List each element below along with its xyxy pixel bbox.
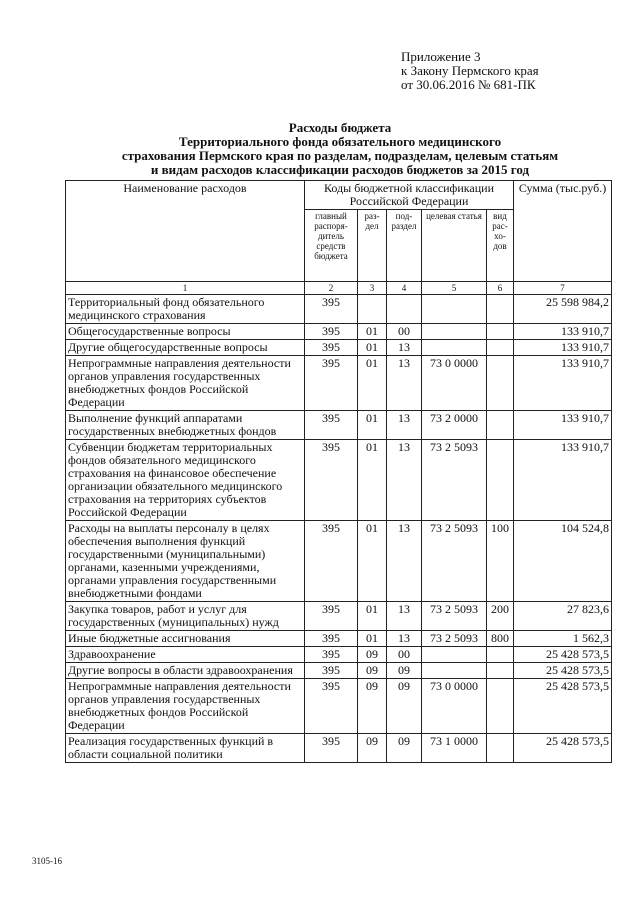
row-admin: 395 — [305, 663, 358, 679]
col-number: 3 — [358, 282, 387, 295]
table-row — [66, 411, 612, 440]
title-line-2: Территориального фонда обязательного медицинского — [178, 134, 502, 149]
row-section: 01 — [358, 411, 387, 440]
row-subsection: 13 — [387, 521, 422, 602]
row-kind — [487, 663, 514, 679]
row-kind — [487, 411, 514, 440]
header-row — [66, 181, 612, 210]
row-target: 73 1 0000 — [422, 734, 487, 763]
header-sum: Сумма (тыс.руб.) — [514, 181, 612, 282]
document-title — [70, 121, 610, 177]
row-name: Территориальный фонд обязательного медицинского страхования — [66, 295, 305, 324]
header-admin: главный распоря- дитель средств бюджета — [305, 210, 358, 282]
header-subsection: под- раздел — [387, 210, 422, 282]
title-line-1: Расходы бюджета — [288, 120, 392, 135]
row-sum: 104 524,8 — [514, 521, 612, 602]
row-admin: 395 — [305, 356, 358, 411]
row-sum: 1 562,3 — [514, 631, 612, 647]
row-kind — [487, 295, 514, 324]
table-row — [66, 679, 612, 734]
row-name: Реализация государственных функций в области социальной политики — [66, 734, 305, 763]
row-section — [358, 295, 387, 324]
header-kind: вид рас- хо- дов — [487, 210, 514, 282]
row-admin: 395 — [305, 411, 358, 440]
appendix-note — [401, 50, 539, 92]
col-number: 1 — [66, 282, 305, 295]
row-sum: 25 428 573,5 — [514, 663, 612, 679]
row-admin: 395 — [305, 340, 358, 356]
header-name: Наименование расходов — [66, 181, 305, 282]
row-admin: 395 — [305, 324, 358, 340]
row-section: 01 — [358, 602, 387, 631]
row-section: 09 — [358, 663, 387, 679]
row-subsection: 09 — [387, 734, 422, 763]
row-target: 73 2 5093 — [422, 631, 487, 647]
header-codes: Коды бюджетной классификации Российской Федерации — [305, 181, 514, 210]
row-sum: 133 910,7 — [514, 440, 612, 521]
row-kind — [487, 340, 514, 356]
document-code: 3105-16 — [32, 856, 62, 866]
row-subsection: 13 — [387, 631, 422, 647]
row-name: Другие общегосударственные вопросы — [66, 340, 305, 356]
row-section: 01 — [358, 631, 387, 647]
column-numbers-row — [66, 282, 612, 295]
row-name: Здравоохранение — [66, 647, 305, 663]
row-target — [422, 663, 487, 679]
budget-table — [65, 180, 612, 763]
row-name: Другие вопросы в области здравоохранения — [66, 663, 305, 679]
row-section: 09 — [358, 647, 387, 663]
row-name: Непрограммные направления деятельности органов управления государственных внебюджетных фондов Российской Федерации — [66, 356, 305, 411]
row-subsection: 13 — [387, 440, 422, 521]
row-name: Субвенции бюджетам территориальных фондов обязательного медицинского страхования на финансовое обеспечение организации обязательного медицинского страхования на территориях субъектов Российской Федерации — [66, 440, 305, 521]
table-row — [66, 602, 612, 631]
row-name: Непрограммные направления деятельности органов управления государственных внебюджетных фондов Российской Федерации — [66, 679, 305, 734]
appendix-date: от 30.06.2016 № 681-ПК — [401, 77, 536, 92]
row-sum: 25 598 984,2 — [514, 295, 612, 324]
row-kind — [487, 647, 514, 663]
table-row — [66, 356, 612, 411]
row-admin: 395 — [305, 295, 358, 324]
row-section: 01 — [358, 356, 387, 411]
row-sum: 133 910,7 — [514, 356, 612, 411]
table-row — [66, 521, 612, 602]
row-admin: 395 — [305, 679, 358, 734]
col-number: 7 — [514, 282, 612, 295]
row-name: Общегосударственные вопросы — [66, 324, 305, 340]
row-subsection — [387, 295, 422, 324]
table-row — [66, 440, 612, 521]
row-sum: 25 428 573,5 — [514, 734, 612, 763]
row-kind — [487, 324, 514, 340]
row-target: 73 2 5093 — [422, 602, 487, 631]
row-section: 01 — [358, 521, 387, 602]
row-sum: 25 428 573,5 — [514, 679, 612, 734]
appendix-number: Приложение 3 — [401, 49, 481, 64]
row-sum: 133 910,7 — [514, 324, 612, 340]
row-target: 73 2 5093 — [422, 521, 487, 602]
col-number: 5 — [422, 282, 487, 295]
row-kind — [487, 356, 514, 411]
row-subsection: 13 — [387, 602, 422, 631]
row-name: Иные бюджетные ассигнования — [66, 631, 305, 647]
row-admin: 395 — [305, 602, 358, 631]
table-row — [66, 663, 612, 679]
row-target — [422, 295, 487, 324]
row-kind: 200 — [487, 602, 514, 631]
col-number: 4 — [387, 282, 422, 295]
row-kind: 800 — [487, 631, 514, 647]
row-kind — [487, 734, 514, 763]
title-line-3: страхования Пермского края по разделам, подразделам, целевым статьям — [121, 148, 559, 163]
row-section: 01 — [358, 340, 387, 356]
header-target: целевая статья — [422, 210, 487, 282]
row-kind — [487, 679, 514, 734]
row-subsection: 09 — [387, 663, 422, 679]
table-row — [66, 340, 612, 356]
row-target: 73 0 0000 — [422, 679, 487, 734]
table-row — [66, 295, 612, 324]
appendix-law: к Закону Пермского края — [401, 63, 539, 78]
row-admin: 395 — [305, 647, 358, 663]
row-subsection: 13 — [387, 356, 422, 411]
row-subsection: 09 — [387, 679, 422, 734]
header-section: раз- дел — [358, 210, 387, 282]
row-admin: 395 — [305, 440, 358, 521]
table-row — [66, 647, 612, 663]
table-row — [66, 734, 612, 763]
title-line-4: и видам расходов классификации расходов бюджетов за 2015 год — [150, 162, 530, 177]
row-kind: 100 — [487, 521, 514, 602]
row-target: 73 0 0000 — [422, 356, 487, 411]
row-sum: 133 910,7 — [514, 411, 612, 440]
row-subsection: 13 — [387, 411, 422, 440]
col-number: 2 — [305, 282, 358, 295]
row-section: 01 — [358, 440, 387, 521]
row-section: 09 — [358, 734, 387, 763]
row-target — [422, 340, 487, 356]
row-subsection: 00 — [387, 324, 422, 340]
row-name: Выполнение функций аппаратами государственных внебюджетных фондов — [66, 411, 305, 440]
row-target: 73 2 0000 — [422, 411, 487, 440]
row-subsection: 13 — [387, 340, 422, 356]
row-subsection: 00 — [387, 647, 422, 663]
table-row — [66, 324, 612, 340]
row-sum: 133 910,7 — [514, 340, 612, 356]
row-target — [422, 324, 487, 340]
row-target — [422, 647, 487, 663]
row-name: Расходы на выплаты персоналу в целях обеспечения выполнения функций государственными (муниципальными) органами, казенными учреждениями, органами управления государственными внебюджетными фондами — [66, 521, 305, 602]
row-target: 73 2 5093 — [422, 440, 487, 521]
row-admin: 395 — [305, 734, 358, 763]
row-sum: 27 823,6 — [514, 602, 612, 631]
row-sum: 25 428 573,5 — [514, 647, 612, 663]
col-number: 6 — [487, 282, 514, 295]
row-section: 09 — [358, 679, 387, 734]
row-admin: 395 — [305, 631, 358, 647]
row-name: Закупка товаров, работ и услуг для государственных (муниципальных) нужд — [66, 602, 305, 631]
table-row — [66, 631, 612, 647]
row-section: 01 — [358, 324, 387, 340]
row-admin: 395 — [305, 521, 358, 602]
row-kind — [487, 440, 514, 521]
